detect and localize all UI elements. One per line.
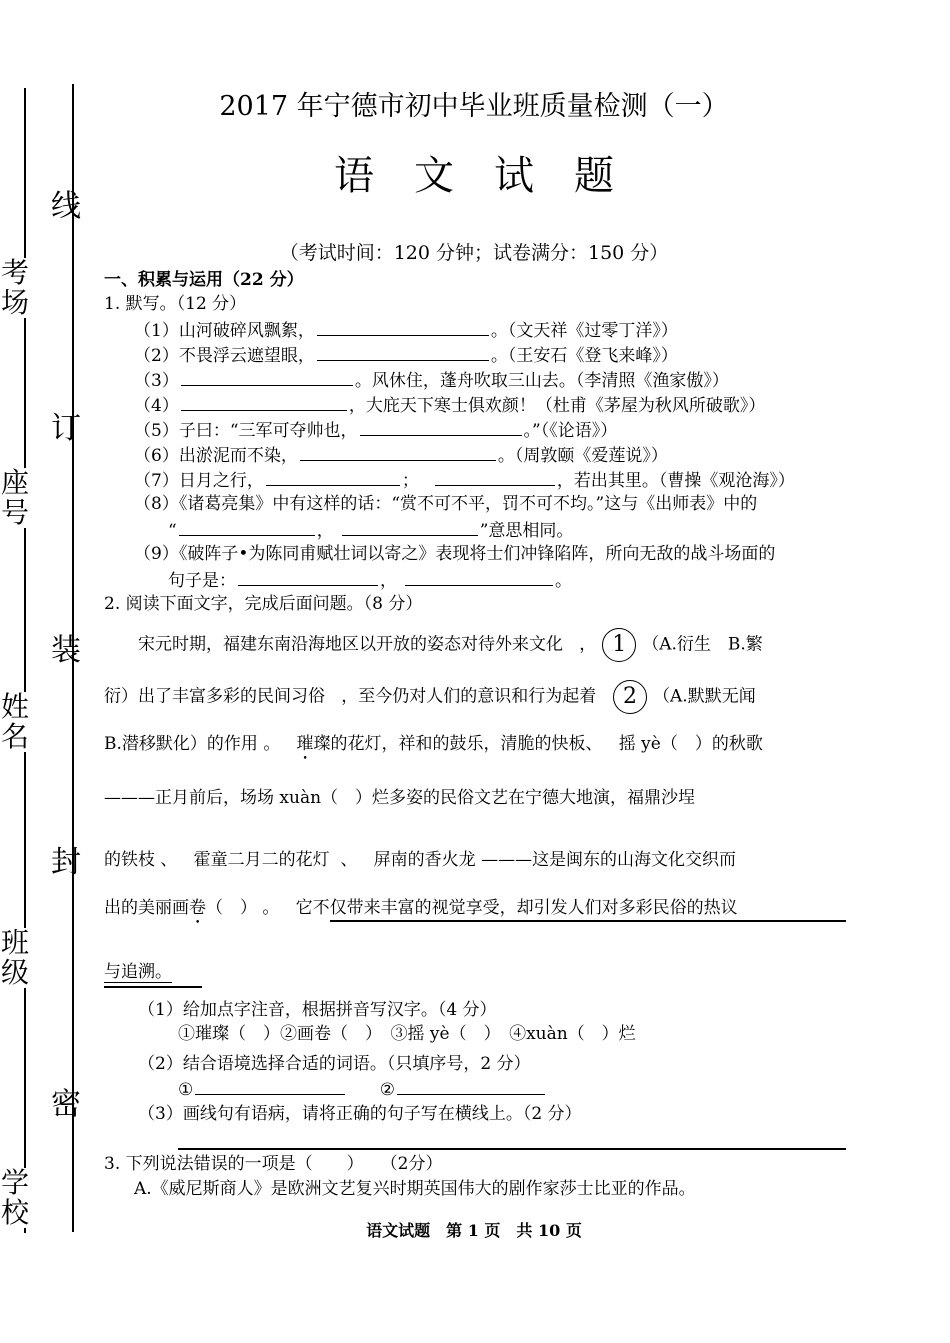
answer-blank[interactable] bbox=[405, 567, 553, 586]
seal-word: 装 bbox=[51, 633, 81, 668]
passage-line-7: 与追溯。 bbox=[104, 962, 172, 982]
question-1-stem: 1. 默写。（12 分） bbox=[104, 294, 247, 314]
q1-item-3: （3） 。风休住，蓬舟吹取三山去。（李清照《渔家傲》） bbox=[134, 367, 729, 393]
q2-sub-2-answers: ① ② bbox=[178, 1076, 547, 1102]
answer-blank[interactable] bbox=[181, 392, 347, 411]
q2-sub-2: （2）结合语境选择合适的词语。（只填序号，2 分） bbox=[138, 1054, 531, 1074]
answer-blank[interactable] bbox=[342, 517, 478, 536]
subject-title: 语文试题 bbox=[334, 153, 654, 199]
exam-title: 2017 年宁德市初中毕业班质量检测（一） bbox=[219, 91, 729, 122]
q1-item-7: （7）日月之行， ； ，若出其里。（曹操《观沧海》） bbox=[134, 467, 795, 493]
answer-blank[interactable] bbox=[300, 442, 496, 461]
field-label-school: 学校 bbox=[0, 1166, 29, 1229]
exam-info: （考试时间：120 分钟；试卷满分：150 分） bbox=[279, 242, 669, 264]
field-label-name: 姓名 bbox=[0, 690, 29, 753]
answer-blank[interactable] bbox=[181, 367, 353, 386]
question-2-stem: 2. 阅读下面文字，完成后面问题。（8 分） bbox=[104, 594, 423, 614]
binding-margin bbox=[0, 0, 80, 1343]
section-heading: 一、积累与运用（22 分） bbox=[104, 270, 304, 290]
sentence-underline bbox=[104, 986, 202, 988]
answer-blank[interactable] bbox=[317, 317, 489, 336]
passage-line-1: 宋元时期，福建东南沿海地区以开放的姿态对待外来文化 ， 1 （A.衍生 B.繁 bbox=[138, 628, 763, 662]
seal-word: 订 bbox=[51, 411, 81, 446]
seal-word: 线 bbox=[51, 189, 81, 224]
question-3-stem: 3. 下列说法错误的一项是（ ） （2分） bbox=[104, 1154, 443, 1174]
answer-blank[interactable] bbox=[360, 417, 522, 436]
q3-option-a: A.《威尼斯商人》是欧洲文艺复兴时期英国伟大的剧作家莎士比亚的作品。 bbox=[134, 1179, 696, 1199]
q1-item-9: （9）《破阵子•为陈同甫赋壮词以寄之》表现将士们冲锋陷阵，所向无敌的战斗场面的 bbox=[134, 544, 776, 564]
q1-item-6: （6）出淤泥而不染， 。（周敦颐《爱莲说》） bbox=[134, 442, 668, 468]
q1-item-9-line2: 句子是： ， 。 bbox=[168, 567, 572, 593]
q1-item-2: （2）不畏浮云遮望眼， 。（王安石《登飞来峰》） bbox=[134, 342, 678, 368]
q1-item-5: （5）子曰：“三军可夺帅也， 。”（《论语》） bbox=[134, 417, 617, 443]
circle-number-1: 1 bbox=[602, 628, 636, 662]
answer-blank[interactable] bbox=[317, 342, 489, 361]
q1-item-4: （4） ，大庇天下寒士俱欢颜！（杜甫《茅屋为秋风所破歌》） bbox=[134, 392, 765, 418]
answer-blank[interactable] bbox=[195, 1076, 345, 1095]
q2-sub-1: （1）给加点字注音，根据拼音写汉字。（4 分） bbox=[138, 1000, 497, 1020]
passage-line-5: 的铁枝 、 霍童二月二的花灯 、 屏南的香火龙 ———这是闽东的山海文化交织而 bbox=[104, 850, 737, 870]
answer-blank[interactable] bbox=[397, 1076, 545, 1095]
field-label-seat: 座号 bbox=[0, 466, 29, 529]
answer-blank[interactable] bbox=[179, 517, 315, 536]
passage-line-4: ———正月前后，场场 xuàn（ ）烂多姿的民俗文艺在宁德大地演，福鼎沙埕 bbox=[104, 788, 696, 808]
passage-line-3: B.潜移默化）的作用 。 璀璨的花灯，祥和的鼓乐，清脆的快板、 摇 yè（ ）的秋歌 bbox=[104, 734, 763, 754]
q1-item-1: （1）山河破碎风飘絮， 。（文天祥《过零丁洋》） bbox=[134, 317, 678, 343]
q2-sub-1-items: ①璀璨（ ）②画卷（ ） ③摇 yè（ ） ④xuàn（ ）烂 bbox=[178, 1024, 636, 1044]
underlined-sentence: 它不仅带来丰富的视觉享受，却引发人们对多彩民俗的热议 bbox=[295, 898, 738, 918]
field-label-class: 班级 bbox=[0, 926, 29, 989]
page-footer: 语文试题 第 1 页 共 10 页 bbox=[366, 1221, 582, 1240]
answer-blank[interactable] bbox=[266, 467, 400, 486]
field-label-exam-room: 考场 bbox=[0, 256, 29, 319]
answer-blank[interactable] bbox=[238, 567, 378, 586]
seal-word: 封 bbox=[51, 845, 81, 880]
answer-blank[interactable] bbox=[435, 467, 555, 486]
q1-item-8-line2: “ ， ”意思相同。 bbox=[168, 517, 573, 543]
circle-number-2: 2 bbox=[613, 680, 647, 714]
q2-sub-3: （3）画线句有语病，请将正确的句子写在横线上。（2 分） bbox=[138, 1104, 582, 1124]
answer-line[interactable] bbox=[178, 1148, 846, 1150]
sentence-underline bbox=[330, 920, 846, 922]
passage-line-6: 出的美丽画卷（ ） 。 它不仅带来丰富的视觉享受，却引发人们对多彩民俗的热议 bbox=[104, 898, 738, 918]
passage-line-2: 衍）出了丰富多彩的民间习俗 ，至今仍对人们的意识和行为起着 2 （A.默默无闻 bbox=[104, 680, 756, 714]
seal-word: 密 bbox=[51, 1087, 81, 1122]
q1-item-8: （8）《诸葛亮集》中有这样的话：“赏不可不平，罚不可不均。”这与《出师表》中的 bbox=[134, 494, 758, 514]
